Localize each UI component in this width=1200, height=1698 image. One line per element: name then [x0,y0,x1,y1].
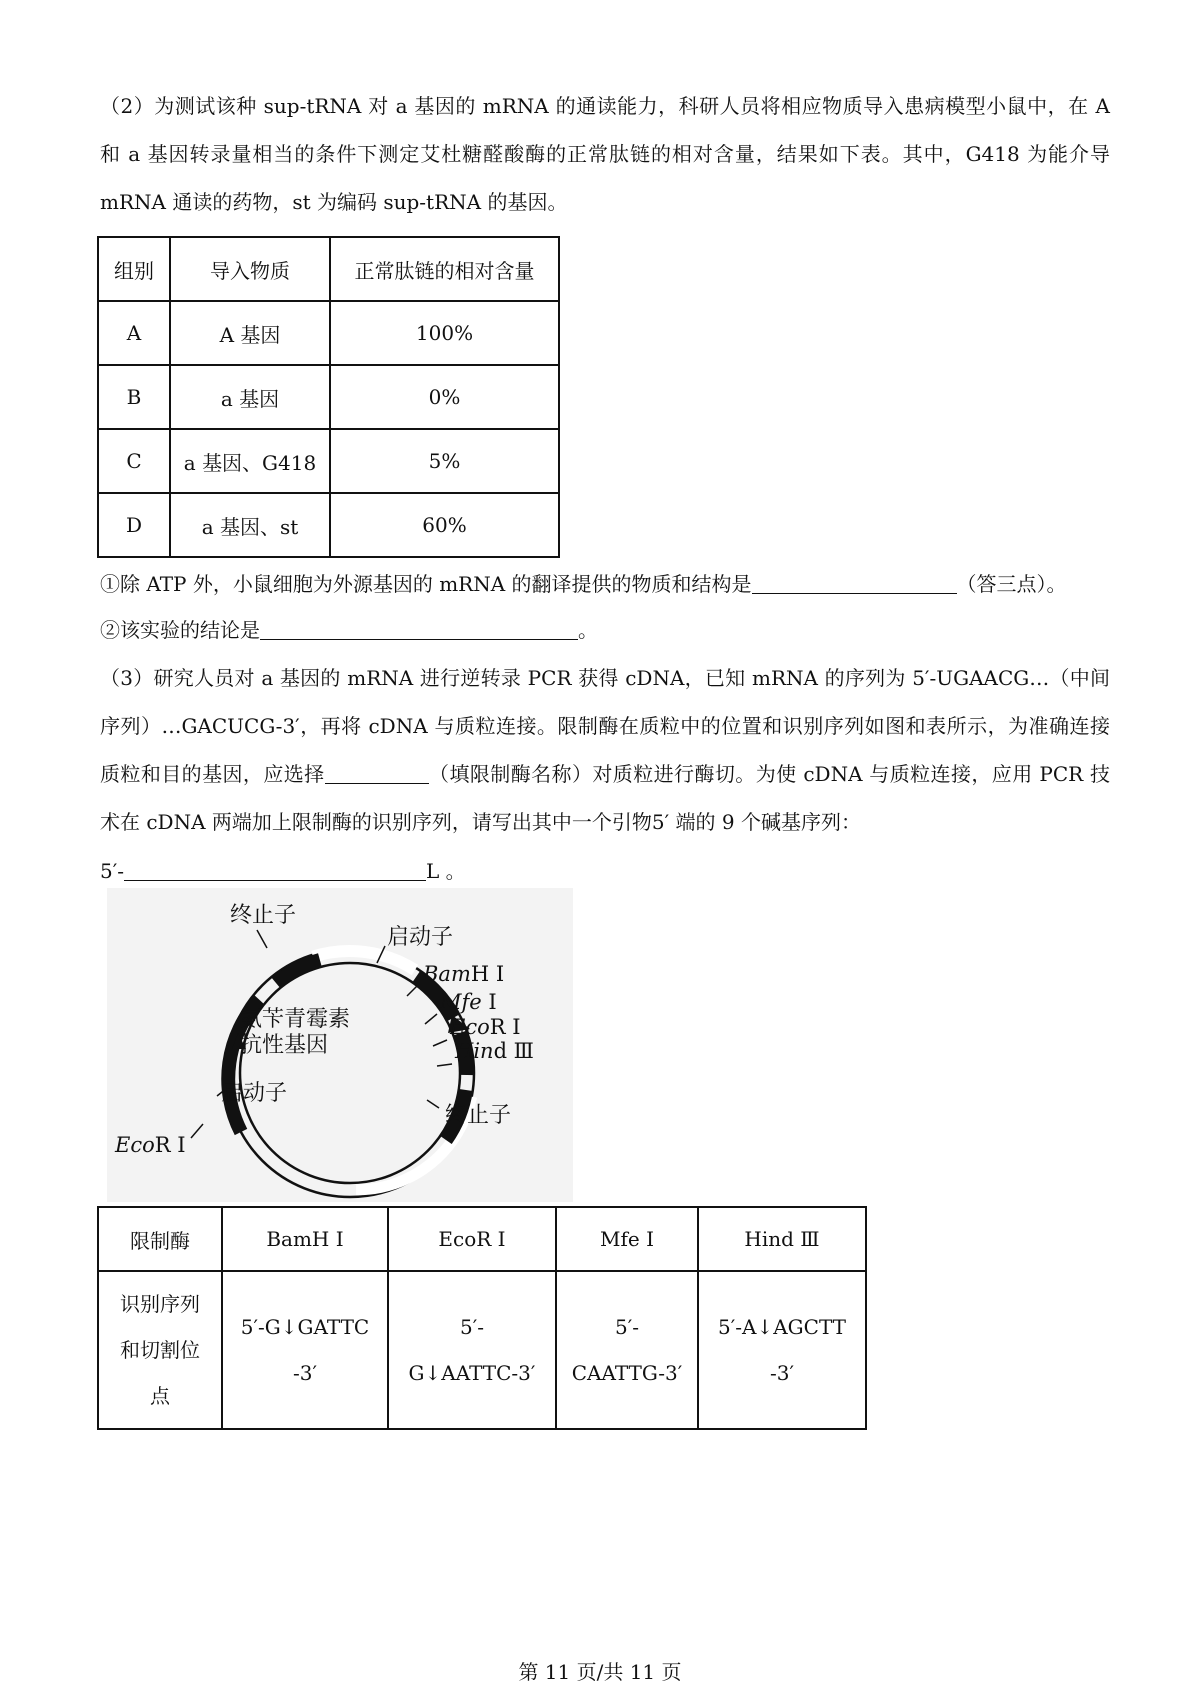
row-label: 识别序列 和切割位 点 [98,1271,222,1429]
sub-question-2-text: ②该实验的结论是 [100,618,260,642]
table-row [98,365,559,429]
recognition-site: 5′- G↓AATTC-3′ [388,1271,556,1429]
sub-question-1 [100,569,1067,599]
label-ecori-right: EcoR Ⅰ [450,1015,521,1039]
question-3-intro [100,654,1110,846]
question-3-text-cont: （填限制酶名称）对质粒进行酶切。为使 cDNA 与质粒连接，应用 PCR 技术在 cDNA 两端加上限制酶的识别序列，请写出其中一个引物5′ 端的 9 个碱基序列： [100,762,1110,834]
question-2-intro: （2）为测试该种 sup-tRNA 对 a 基因的 mRNA 的通读能力，科研人员将相应物质导入患病模型小鼠中，在 A 和 a 基因转录量相当的条件下测定艾杜糖醛酸酶的正常肽链的相对含量，结果如下表。其中，G418 为能介导 mRNA 通读的药物，st 为编码 sup-tRNA 的基因。 [100,94,1110,214]
answer-blank[interactable] [325,761,429,784]
enzyme-name: Mfe I [556,1207,698,1271]
answer-blank[interactable] [260,617,578,640]
table-cell: B [98,365,170,429]
header-content: 正常肽链的相对含量 [330,237,559,301]
table-cell: D [98,493,170,557]
label-hindiii: Hind Ⅲ [455,1039,534,1063]
label-terminator-top: 终止子 [230,903,297,928]
label-promoter-right: 启动子 [387,925,454,950]
page-footer: 第 11 页/共 11 页 [518,1660,682,1684]
enzyme-name: Hind Ⅲ [698,1207,866,1271]
enzyme-header-row [98,1207,866,1271]
table-row [98,301,559,365]
question-3-text: （3）研究人员对 a 基因的 mRNA 进行逆转录 PCR 获得 cDNA，已知 mRNA 的序列为 5′-UGAACG…（中间序列）…GACUCG-3′，再将 cDNA 与质粒连接。限制酶在质粒中的位置和识别序列如图和表所示，为准确连接质粒和目的基因，应选择 [100,666,1110,786]
recognition-site: 5′- CAATTG-3′ [556,1271,698,1429]
label-bamhi: BamH Ⅰ [423,962,505,986]
answer-blank[interactable] [752,571,957,594]
table-cell: A [98,301,170,365]
table-cell: a 基因、G418 [170,429,330,493]
recognition-site: 5′-G↓GATTC -3′ [222,1271,388,1429]
sub-question-2 [100,615,598,645]
answer-blank[interactable] [124,858,426,881]
header-group: 组别 [98,237,170,301]
table-row [98,429,559,493]
table-cell: 100% [330,301,559,365]
sub-question-1-suffix: （答三点）。 [956,572,1067,596]
sub-question-2-suffix: 。 [578,618,598,642]
primer-suffix: L 。 [426,859,466,883]
table-cell: A 基因 [170,301,330,365]
table-cell: C [98,429,170,493]
sub-question-1-text: ①除 ATP 外，小鼠细胞为外源基因的 mRNA 的翻译提供的物质和结构是 [100,572,752,596]
table-cell: 60% [330,493,559,557]
primer-prefix: 5′- [100,859,125,883]
recognition-site: 5′-A↓AGCTT -3′ [698,1271,866,1429]
label-amp-line2: 抗性基因 [240,1033,329,1058]
label-promoter-left: 启动子 [221,1081,288,1106]
header-material: 导入物质 [170,237,330,301]
header-enzyme: 限制酶 [98,1207,222,1271]
label-mfei: Mfe Ⅰ [440,990,497,1014]
table-header-row [98,237,559,301]
enzyme-name: BamH I [222,1207,388,1271]
enzyme-table [97,1206,867,1430]
plasmid-diagram [107,888,573,1202]
label-amp-line1: 氨苄青霉素 [240,1007,351,1032]
table-cell: a 基因、st [170,493,330,557]
table-row [98,493,559,557]
enzyme-name: EcoR I [388,1207,556,1271]
primer-line [100,856,466,886]
label-ecori-left: EcoR Ⅰ [115,1133,186,1157]
table-cell: 0% [330,365,559,429]
results-table [97,236,560,558]
enzyme-site-row [98,1271,866,1429]
table-cell: a 基因 [170,365,330,429]
label-terminator-right: 终止子 [445,1103,512,1128]
table-cell: 5% [330,429,559,493]
